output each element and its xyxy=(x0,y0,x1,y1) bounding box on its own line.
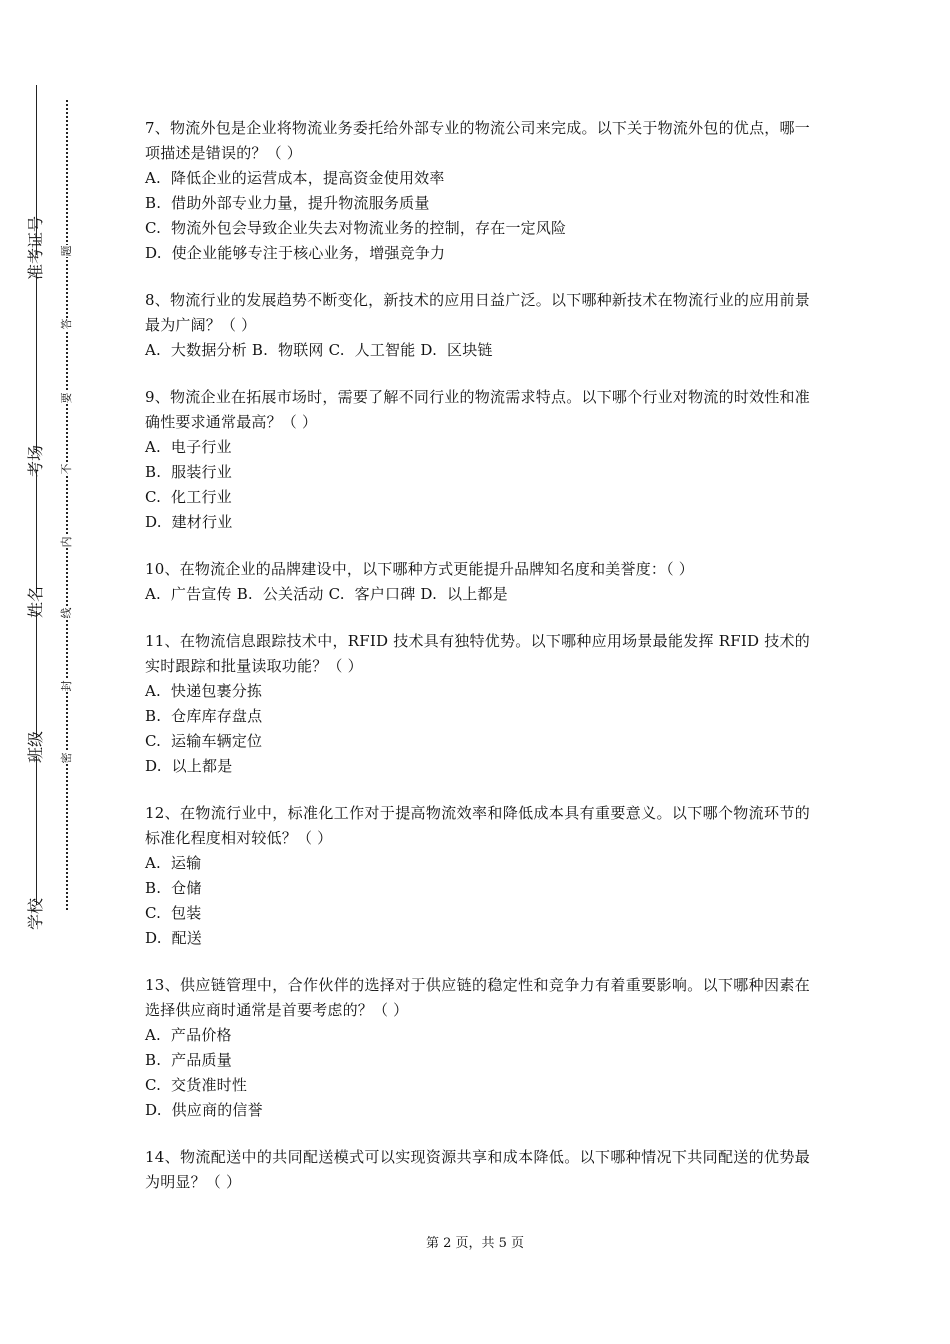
seal-char: 答 xyxy=(58,318,76,330)
option-d: D. 建材行业 xyxy=(145,513,233,531)
question-14 xyxy=(145,1145,810,1195)
question-stem: 7、物流外包是企业将物流业务委托给外部专业的物流公司来完成。以下关于物流外包的优点，哪一项描述是错误的？（ ） xyxy=(145,119,810,162)
option-d: D. 供应商的信誉 xyxy=(145,1101,263,1119)
question-13 xyxy=(145,973,810,1123)
question-stem: 11、在物流信息跟踪技术中，RFID 技术具有独特优势。以下哪种应用场景最能发挥 RFID 技术的实时跟踪和批量读取功能？（ ） xyxy=(145,632,810,675)
page-footer: 第 2 页，共 5 页 xyxy=(425,1236,525,1251)
option-d: D. 配送 xyxy=(145,929,202,947)
options-inline: A. 广告宣传 B. 公关活动 C. 客户口碑 D. 以上都是 xyxy=(145,585,508,603)
question-8 xyxy=(145,288,810,363)
question-stem: 12、在物流行业中，标准化工作对于提高物流效率和降低成本具有重要意义。以下哪个物流环节的标准化程度相对较低？（ ） xyxy=(145,804,810,847)
option-b: B. 借助外部专业力量，提升物流服务质量 xyxy=(145,194,430,212)
seal-char: 线 xyxy=(58,607,76,619)
binding-label-exam-room: 考场 xyxy=(20,452,52,470)
question-9 xyxy=(145,385,810,535)
options-inline: A. 大数据分析 B. 物联网 C. 人工智能 D. 区块链 xyxy=(145,341,493,359)
option-b: B. 仓库库存盘点 xyxy=(145,707,263,725)
question-stem: 13、供应链管理中，合作伙伴的选择对于供应链的稳定性和竞争力有着重要影响。以下哪种因素在选择供应商时通常是首要考虑的？（ ） xyxy=(145,976,810,1019)
option-a: A. 降低企业的运营成本，提高资金使用效率 xyxy=(145,169,445,187)
option-c: C. 化工行业 xyxy=(145,488,232,506)
seal-char: 题 xyxy=(58,245,76,257)
question-list xyxy=(145,116,810,1217)
option-a: A. 产品价格 xyxy=(145,1026,232,1044)
binding-label-class: 班级 xyxy=(20,738,52,756)
option-c: C. 包装 xyxy=(145,904,202,922)
option-b: B. 服装行业 xyxy=(145,463,232,481)
seal-char: 封 xyxy=(58,680,76,692)
option-c: C. 运输车辆定位 xyxy=(145,732,263,750)
question-10 xyxy=(145,557,810,607)
option-d: D. 以上都是 xyxy=(145,757,233,775)
question-12 xyxy=(145,801,810,951)
seal-char: 要 xyxy=(58,392,76,404)
binding-label-school: 学校 xyxy=(20,905,52,923)
question-7 xyxy=(145,116,810,266)
seal-char: 不 xyxy=(58,463,76,475)
seal-dotted-line xyxy=(66,100,68,910)
option-d: D. 使企业能够专注于核心业务，增强竞争力 xyxy=(145,244,446,262)
option-b: B. 产品质量 xyxy=(145,1051,232,1069)
option-b: B. 仓储 xyxy=(145,879,202,897)
question-stem: 9、物流企业在拓展市场时，需要了解不同行业的物流需求特点。以下哪个行业对物流的时效性和准确性要求通常最高？（ ） xyxy=(145,388,810,431)
option-a: A. 电子行业 xyxy=(145,438,232,456)
option-c: C. 物流外包会导致企业失去对物流业务的控制，存在一定风险 xyxy=(145,219,567,237)
seal-char: 密 xyxy=(58,752,76,764)
question-11 xyxy=(145,629,810,779)
question-stem: 10、在物流企业的品牌建设中，以下哪种方式更能提升品牌知名度和美誉度：（ ） xyxy=(145,560,694,578)
seal-char: 内 xyxy=(58,536,76,548)
option-a: A. 运输 xyxy=(145,854,202,872)
binding-label-exam-id: 准考证号 xyxy=(20,255,52,273)
question-stem: 8、物流行业的发展趋势不断变化，新技术的应用日益广泛。以下哪种新技术在物流行业的应用前景最为广阔？（ ） xyxy=(145,291,810,334)
binding-underline xyxy=(36,85,37,925)
binding-label-name: 姓名 xyxy=(20,593,52,611)
question-stem: 14、物流配送中的共同配送模式可以实现资源共享和成本降低。以下哪种情况下共同配送的优势最为明显？（ ） xyxy=(145,1148,810,1191)
option-a: A. 快递包裹分拣 xyxy=(145,682,263,700)
option-c: C. 交货准时性 xyxy=(145,1076,248,1094)
